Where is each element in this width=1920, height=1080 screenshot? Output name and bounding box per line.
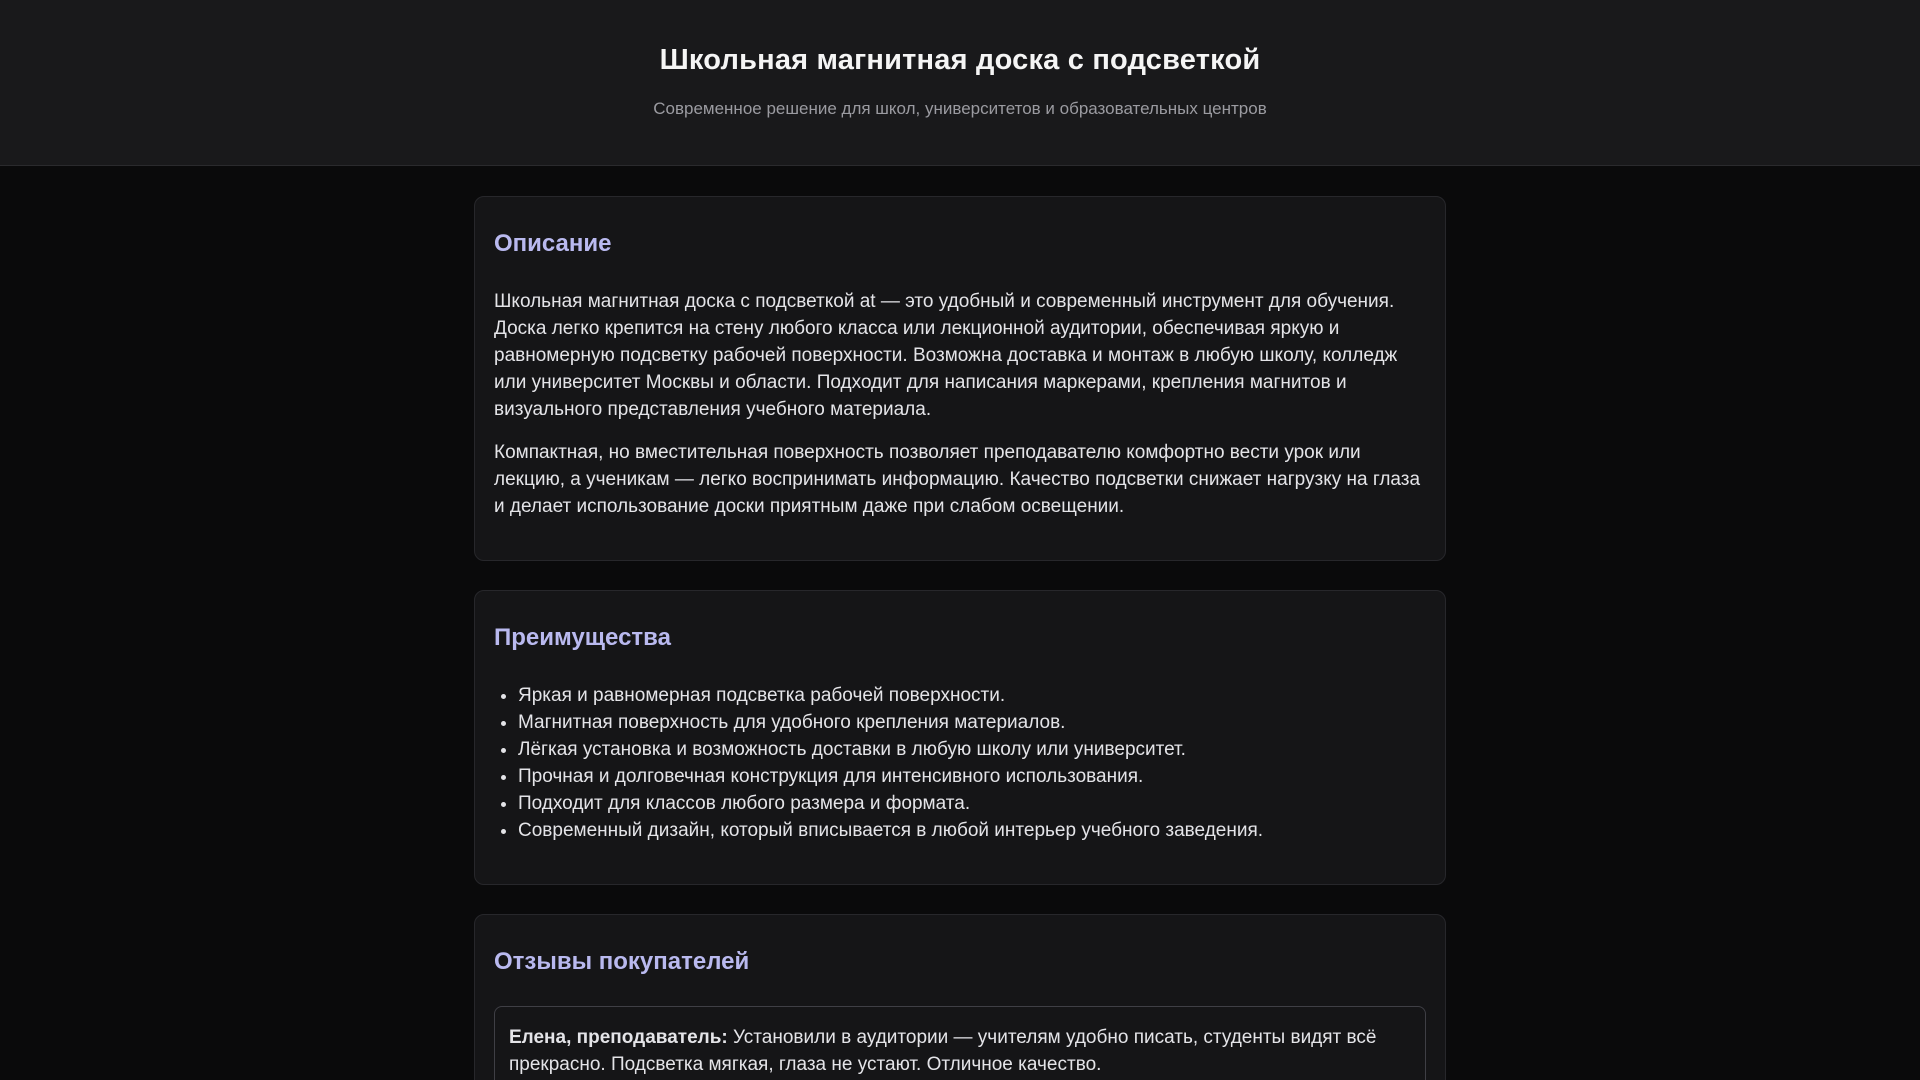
description-card bbox=[474, 196, 1446, 561]
review-text: Установили в аудитории — учителям удобно писать, студенты видят всё прекрасно. Подсветка мягкая, глаза не устают. Отличное качество. bbox=[509, 1027, 1377, 1075]
advantages-list-item: • Прочная и долговечная конструкция для интенсивного использования. bbox=[518, 763, 1426, 790]
advantages-list-item: • Яркая и равномерная подсветка рабочей поверхности. bbox=[518, 682, 1426, 709]
description-paragraph: Компактная, но вместительная поверхность позволяет преподавателю комфортно вести урок или лекцию, а ученикам — легко воспринимать информацию. Качество подсветки снижает нагрузку на глаза и делает использование доски приятным даже при слабом освещении. bbox=[494, 442, 1421, 517]
advantages-list bbox=[494, 682, 1426, 844]
reviews-card bbox=[474, 914, 1446, 1080]
advantages-list-item: • Современный дизайн, который вписывается в любой интерьер учебного заведения. bbox=[518, 817, 1426, 844]
advantages-list-item: • Магнитная поверхность для удобного крепления материалов. bbox=[518, 709, 1426, 736]
main-content bbox=[474, 196, 1446, 1080]
review-author: Елена, преподаватель: bbox=[509, 1027, 733, 1048]
reviews-heading: Отзывы покупателей bbox=[494, 948, 750, 975]
page-title: Школьная магнитная доска с подсветкой bbox=[659, 44, 1261, 76]
review-item bbox=[494, 1006, 1426, 1080]
description-heading: Описание bbox=[494, 230, 612, 257]
page-header bbox=[0, 0, 1920, 166]
advantages-card bbox=[474, 590, 1446, 885]
advantages-list-item: • Лёгкая установка и возможность доставки в любую школу или университет. bbox=[518, 736, 1426, 763]
advantages-list-item: • Подходит для классов любого размера и формата. bbox=[518, 790, 1426, 817]
advantages-heading: Преимущества bbox=[494, 624, 671, 651]
page-subtitle: Современное решение для школ, университетов и образовательных центров bbox=[653, 99, 1267, 118]
description-paragraph: Школьная магнитная доска с подсветкой at — это удобный и современный инструмент для обучения. Доска легко крепится на стену любого класса или лекционной аудитории, обеспечивая яркую и равномерную подсветку рабочей поверхности. Возможна доставка и монтаж в любую школу, колледж или университет Москвы и области. Подходит для написания маркерами, крепления магнитов и визуального представления учебного материала. bbox=[494, 291, 1398, 420]
